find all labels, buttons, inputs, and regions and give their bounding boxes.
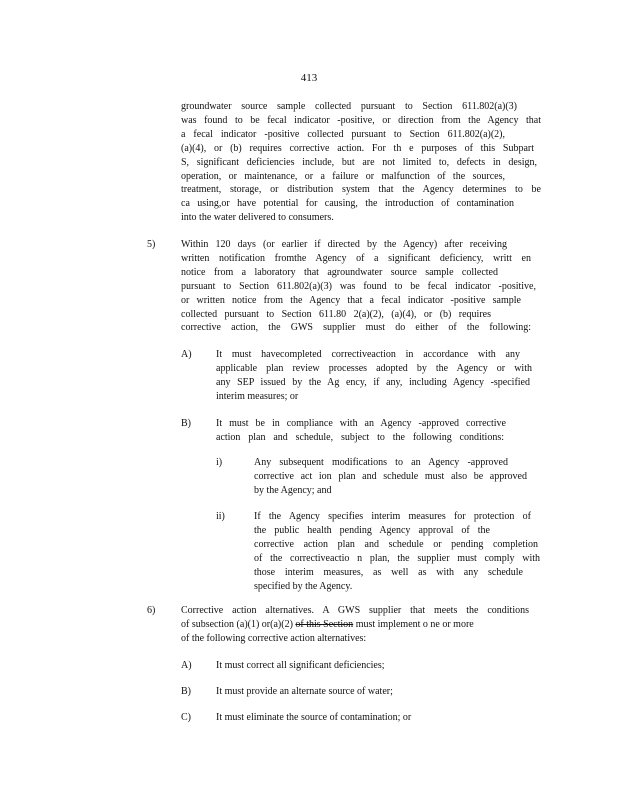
item-6a-text: It must correct all significant deficiencies; bbox=[216, 660, 385, 671]
text-line: of the correctiveactio n plan, the supplier must comply with bbox=[254, 552, 540, 564]
text-line: corrective action plan and schedule or pending completion bbox=[254, 538, 538, 550]
text-line-end: must implement o ne or more bbox=[355, 618, 474, 630]
text-line: any SEP issued by the Ag ency, if any, including Agency -specified bbox=[216, 376, 530, 388]
text-line: collected pursuant to Section 611.80 2(a)(2), (a)(4), or (b) requires bbox=[181, 308, 491, 320]
text-line: Corrective action alternatives. A GWS supplier that meets the conditions bbox=[181, 605, 529, 616]
item-5bi-paragraph bbox=[254, 456, 527, 498]
item-6b-marker: B) bbox=[181, 686, 191, 697]
text-line: written notification fromthe Agency of a significant deficiency, writt en bbox=[181, 252, 531, 264]
text-line: If the Agency specifies interim measures for protection of bbox=[254, 511, 531, 522]
item-5a-marker: A) bbox=[181, 349, 192, 360]
text-line: or written notice from the Agency that a fecal indicator -positive sample bbox=[181, 294, 521, 306]
item-6c-marker: C) bbox=[181, 712, 191, 723]
struck-text: of this Section bbox=[295, 618, 354, 630]
item-6-paragraph bbox=[181, 604, 529, 646]
text-line: It must havecompleted correctiveaction in accordance with any bbox=[216, 349, 520, 360]
text-line: action plan and schedule, subject to the following conditions: bbox=[216, 431, 504, 443]
text-line: interim measures; or bbox=[216, 390, 299, 402]
item-5-paragraph bbox=[181, 238, 537, 335]
text-line: into the water delivered to consumers. bbox=[181, 212, 334, 224]
item-5bii-paragraph bbox=[254, 510, 540, 593]
text-line: by the Agency; and bbox=[254, 484, 332, 496]
text-line: (a)(4), or (b) requires corrective action. For th e purposes of this Subpart bbox=[181, 142, 534, 154]
text-line: those interim measures, as well as with any schedule bbox=[254, 566, 523, 578]
item-5b-marker: B) bbox=[181, 418, 191, 429]
item-5bi-marker: i) bbox=[216, 457, 223, 468]
text-line: corrective action, the GWS supplier must do either of the following: bbox=[181, 322, 531, 334]
item-6b-text: It must provide an alternate source of water; bbox=[216, 686, 393, 697]
text-line: specified by the Agency. bbox=[254, 580, 353, 592]
text-line: groundwater source sample collected pursuant to Section 611.802(a)(3) bbox=[181, 101, 517, 112]
item-5-marker: 5) bbox=[147, 239, 156, 250]
page-number: 413 bbox=[300, 72, 318, 84]
text-line: notice from a laboratory that agroundwater source sample collected bbox=[181, 266, 498, 278]
text-line: Within 120 days (or earlier if directed by the Agency) after receiving bbox=[181, 239, 507, 250]
text-line: of the following corrective action alternatives: bbox=[181, 632, 367, 644]
item-5bii-marker: ii) bbox=[216, 511, 225, 522]
text-line: the public health pending Agency approval of the bbox=[254, 524, 490, 536]
text-line: applicable plan review processes adopted by the Agency or with bbox=[216, 362, 532, 374]
item-6a-marker: A) bbox=[181, 660, 192, 671]
text-line: treatment, storage, or distribution system that the Agency determines to be bbox=[181, 184, 541, 196]
text-line bbox=[181, 618, 529, 632]
text-line: was found to be fecal indicator -positive, or direction from the Agency that bbox=[181, 114, 541, 126]
item-5a-paragraph bbox=[216, 348, 532, 404]
text-line: pursuant to Section 611.802(a)(3) was found to be fecal indicator -positive, bbox=[181, 280, 536, 292]
item-6c-text: It must eliminate the source of contamination; or bbox=[216, 712, 412, 723]
text-line: corrective act ion plan and schedule must also be approved bbox=[254, 470, 527, 482]
item-5b-paragraph bbox=[216, 417, 506, 445]
item-6-marker: 6) bbox=[147, 605, 156, 616]
text-line: S, significant deficiencies include, but are not limited to, defects in design, bbox=[181, 156, 537, 168]
text-line: a fecal indicator -positive collected pursuant to Section 611.802(a)(2), bbox=[181, 128, 505, 140]
text-line: ca using,or have potential for causing, the introduction of contamination bbox=[181, 198, 514, 210]
continuation-paragraph bbox=[181, 100, 541, 225]
text-line: Any subsequent modifications to an Agency -approved bbox=[254, 457, 508, 468]
text-line-start: of subsection (a)(1) or(a)(2) bbox=[181, 618, 293, 630]
text-line: It must be in compliance with an Agency -approved corrective bbox=[216, 418, 506, 429]
text-line: operation, or maintenance, or a failure or malfunction of the sources, bbox=[181, 170, 505, 182]
